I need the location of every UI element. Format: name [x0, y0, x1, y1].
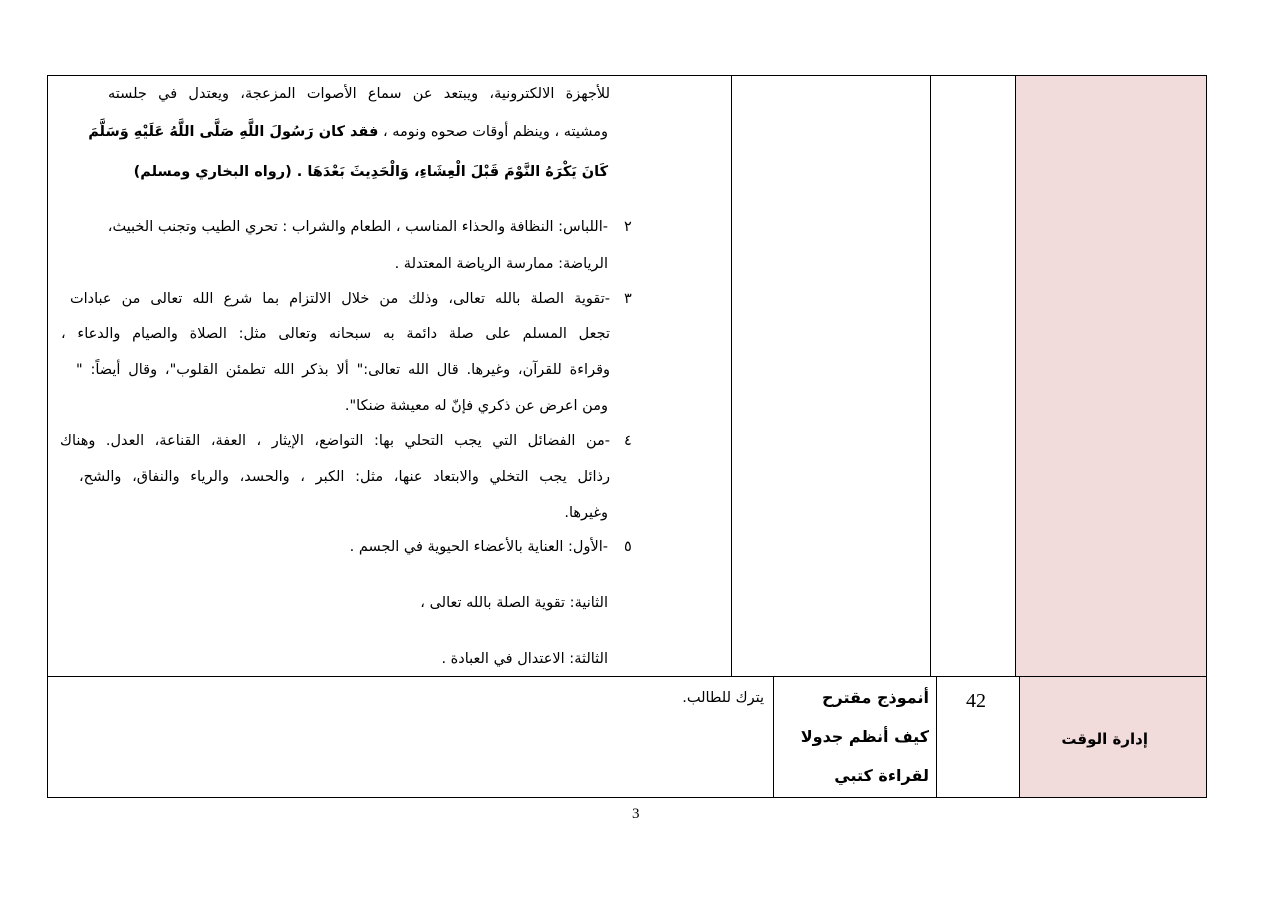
item4-line1: -من الفضائل التي يجب التحلي بها: التواضع، الإيثار ، العفة، القناعة، العدل. وهناك [60, 433, 610, 449]
model-title-line2: كيف أنظم جدولا [800, 727, 929, 746]
table-bottom-border [47, 797, 1207, 798]
top-label-cell [1015, 76, 1206, 676]
item3-line4: ومن اعرض عن ذكري فإنّ له معيشة ضنكا". [344, 398, 608, 414]
item2-marker: ٢ [624, 219, 632, 235]
item5-first: -الأول: العناية بالأعضاء الحيوية في الجسم . [349, 539, 608, 555]
page-number: 3 [632, 806, 640, 822]
item3-line2: تجعل المسلم على صلة دائمة به سبحانه وتعالى مثل: الصلاة والصيام والدعاء ، [61, 326, 610, 342]
item4-line2: رذائل يجب التخلي والابتعاد عنها، مثل: الكبر ، والحسد، والرياء والنفاق، والشح، [79, 469, 610, 485]
col-divider-1 [731, 75, 732, 677]
item2-line1: -اللباس: النظافة والحذاء المناسب ، الطعام والشراب : تحري الطيب وتجنب الخبيث، [107, 219, 608, 235]
item3-line3: وقراءة للقرآن، وغيرها. قال الله تعالى:" ألا بذكر الله تطمئن القلوب"، وقال أيضاً: " [76, 362, 610, 378]
table-top-border [47, 75, 1207, 76]
answer-text: يترك للطالب. [682, 690, 764, 706]
item5-marker: ٥ [624, 539, 632, 555]
row-divider [47, 676, 1207, 677]
item5-second: الثانية: تقوية الصلة بالله تعالى ، [420, 595, 608, 611]
para1-line2 [88, 124, 608, 140]
para1-line1: للأجهزة الالكترونية، ويبتعد عن سماع الأصوات المزعجة، ويعتدل في جلسته [108, 86, 610, 102]
item5-third: الثالثة: الاعتدال في العبادة . [441, 651, 608, 667]
table-left-border [47, 75, 48, 798]
item4-line3: وغيرها. [564, 505, 608, 521]
item3-line1: -تقوية الصلة بالله تعالى، وذلك من خلال الالتزام بما شرع الله تعالى من عبادات [70, 291, 610, 307]
row-number: 42 [966, 690, 986, 712]
col-divider-b1 [773, 676, 774, 798]
item2-line2: الرياضة: ممارسة الرياضة المعتدلة . [394, 256, 608, 272]
item4-marker: ٤ [624, 433, 632, 449]
para1-line3-hadith: كَانَ يَكْرَهُ النَّوْمَ قَبْلَ الْعِشَاءِ، وَالْحَدِيثَ بَعْدَهَا . (رواه البخاري ومسلم) [133, 164, 608, 180]
time-management-label: إدارة الوقت [1061, 730, 1148, 748]
item3-marker: ٣ [624, 291, 632, 307]
para1-line2-hadith: فقد كان رَسُولَ اللَّهِ صَلَّى اللَّهُ عَلَيْهِ وَسَلَّمَ [88, 124, 379, 140]
model-title-line1: أنموذج مقترح [822, 688, 929, 707]
col-divider-2 [930, 75, 931, 677]
col-divider-b2 [936, 676, 937, 798]
para1-line2-plain: ومشيته ، وينظم أوقات صحوه ونومه ، [382, 124, 608, 140]
col-divider-b3 [1019, 676, 1020, 798]
col-divider-3 [1015, 75, 1016, 677]
model-title-line3: لقراءة كتبي [834, 766, 929, 785]
table-right-border [1206, 75, 1207, 798]
